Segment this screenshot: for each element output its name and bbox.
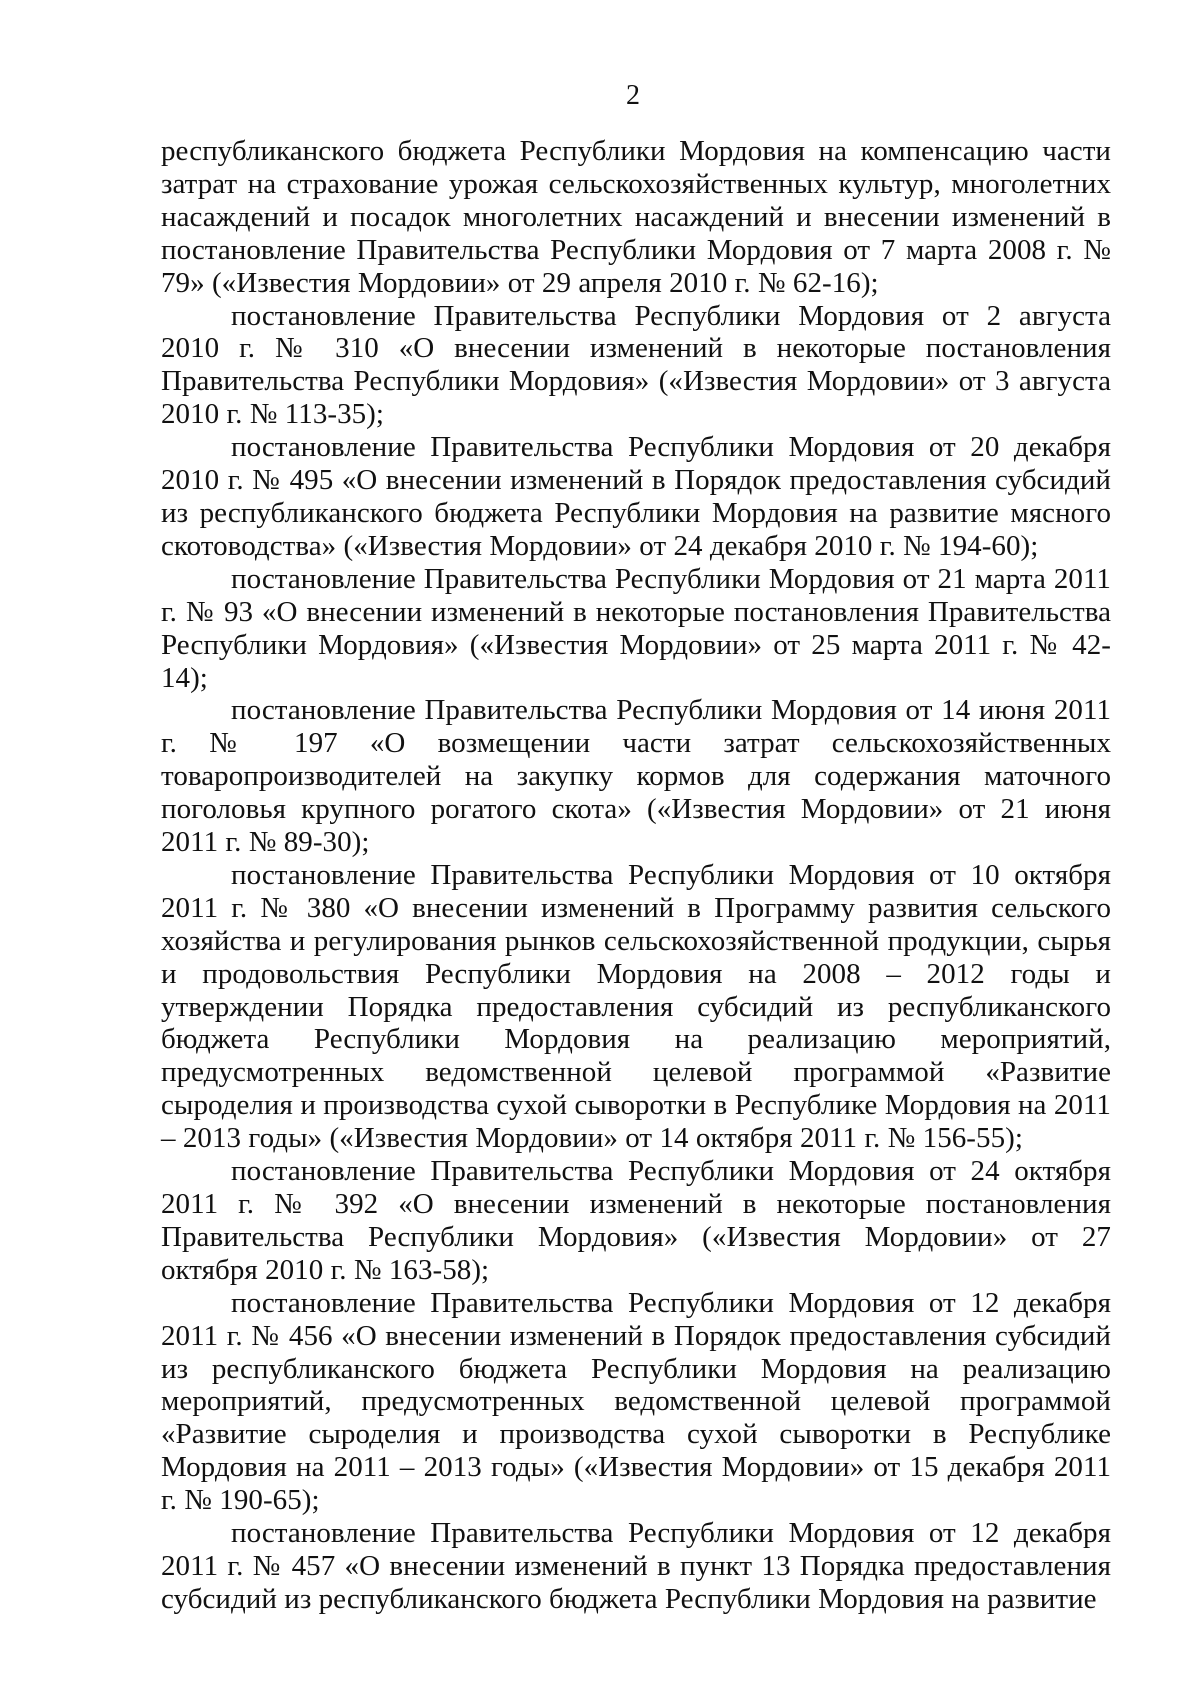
paragraph-resolution-197: постановление Правительства Республики Мордовия от 14 июня 2011 г. № 197 «О возмещении части затрат сельскохозяйственных товаропроизводителей на закупку кормов для содержания маточного поголовья крупного рогатого скота» («Известия Мордовии» от 21 июня 2011 г. № 89-30);	[161, 694, 1111, 859]
paragraph-resolution-457: постановление Правительства Республики Мордовия от 12 декабря 2011 г. № 457 «О внесении изменений в пункт 13 Порядка предоставления субсидий из республиканского бюджета Республики Мордовия на развитие	[161, 1517, 1111, 1615]
paragraph-resolution-380: постановление Правительства Республики Мордовия от 10 октября 2011 г. № 380 «О внесении изменений в Программу развития сельского хозяйства и регулирования рынков сельскохозяйственной продукции, сырья и продовольствия Республики Мордовия на 2008 – 2012 годы и утверждении Порядка предоставления субсидий из республиканского бюджета Республики Мордовия на реализацию мероприятий, предусмотренных ведомственной целевой программой «Развитие сыроделия и производства сухой сыворотки в Республике Мордовия на 2011 – 2013 годы» («Известия Мордовии» от 14 октября 2011 г. № 156-55);	[161, 858, 1111, 1155]
document-body	[161, 135, 1111, 1616]
paragraph-continuation: республиканского бюджета Республики Мордовия на компенсацию части затрат на страхование урожая сельскохозяйственных культур, многолетних насаждений и посадок многолетних насаждений и внесении изменений в постановление Правительства Республики Мордовия от 7 марта 2008 г. № 79» («Известия Мордовии» от 29 апреля 2010 г. № 62-16);	[161, 135, 1111, 299]
paragraph-resolution-93: постановление Правительства Республики Мордовия от 21 марта 2011 г. № 93 «О внесении изменений в некоторые постановления Правительства Республики Мордовия» («Известия Мордовии» от 25 марта 2011 г. № 42-14);	[161, 562, 1111, 694]
paragraph-resolution-495: постановление Правительства Республики Мордовия от 20 декабря 2010 г. № 495 «О внесении изменений в Порядок предоставления субсидий из республиканского бюджета Республики Мордовия на развитие мясного скотоводства» («Известия Мордовии» от 24 декабря 2010 г. № 194-60);	[161, 431, 1111, 562]
paragraph-resolution-392: постановление Правительства Республики Мордовия от 24 октября 2011 г. № 392 «О внесении изменений в некоторые постановления Правительства Республики Мордовия» («Известия Мордовии» от 27 октября 2010 г. № 163-58);	[161, 1155, 1111, 1286]
paragraph-resolution-456: постановление Правительства Республики Мордовия от 12 декабря 2011 г. № 456 «О внесении изменений в Порядок предоставления субсидий из республиканского бюджета Республики Мордовия на реализацию мероприятий, предусмотренных ведомственной целевой программой «Развитие сыроделия и производства сухой сыворотки в Республике Мордовия на 2011 – 2013 годы» («Известия Мордовии» от 15 декабря 2011 г. № 190-65);	[161, 1286, 1111, 1517]
page-number: 2	[626, 80, 640, 111]
paragraph-resolution-310: постановление Правительства Республики Мордовия от 2 августа 2010 г. № 310 «О внесении изменений в некоторые постановления Правительства Республики Мордовия» («Известия Мордовии» от 3 августа 2010 г. № 113-35);	[161, 299, 1111, 431]
